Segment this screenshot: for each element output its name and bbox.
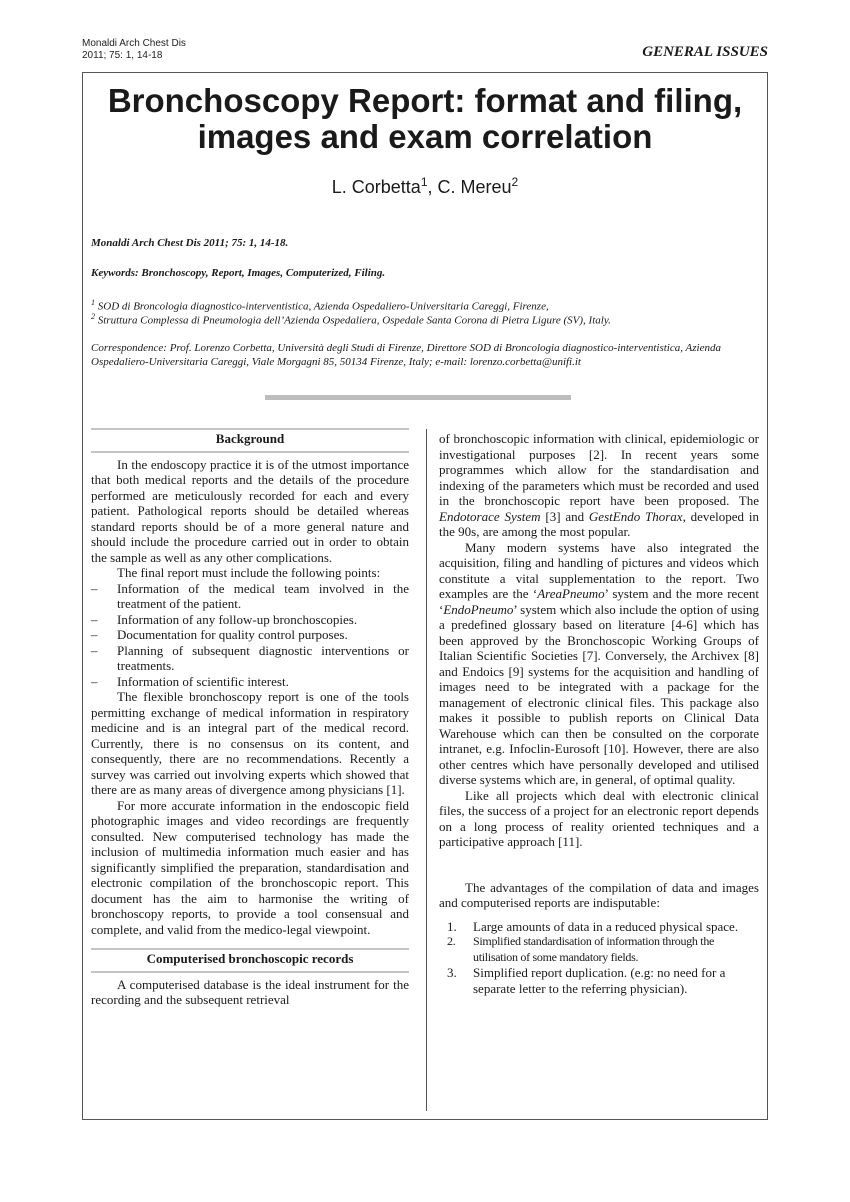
title-line-1: Bronchoscopy Report: format and filing,: [107, 82, 743, 119]
section-heading-background: Background: [91, 431, 409, 447]
system-name: AreaPneumo: [537, 586, 605, 601]
text-run: ’ system which also include the option of using a predefined glossary based on literature [4-6] which has been approved by the Bronchoscopic Working Groups of Italian Scientific Societies [7]. Conversely, the Archivex [8] and Endoics [9] systems for the acquisition and handling of images need to be integrated with a package for the management of electronic clinical files. This package also makes it possible to publish reports on Clinical Data Warehouse which can then be consulted on the corporate intranet, e.g. Infoclin-Eurosoft [10]. However, there are also other centres which have personally developed and utilised diverse systems which are, in general, of optimal quality.: [439, 601, 759, 787]
correspondence: Correspondence: Prof. Lorenzo Corbetta, Università degli Studi di Firenze, Direttore SOD di Broncologia diagnostico-interventistica, Azienda Ospedaliero-Universitaria Careggi, Viale Morgagni 85, 50134 Firenze, Italy; e-mail: lorenzo.corbetta@unifi.it: [91, 342, 721, 368]
column-divider: [426, 429, 427, 1111]
journal-citation-header: [82, 38, 186, 62]
text-run: ’ system and the more recent ‘: [439, 586, 759, 617]
list-item: – Information of the medical team involved in the treatment of the patient.: [91, 581, 409, 612]
paragraph: For more accurate information in the endoscopic field photographic images and video recordings are frequently consulted. New computerised technology has made the inclusion of multimedia information much easier and has significantly simplified the preparation, standardisation and electronic compilation of the bronchoscopic report. This document has the aim to harmonise the writing of bronchoscopy reports, to provide a tool consensual and complete, and valid from the medico-legal viewpoint.: [91, 797, 409, 937]
paragraph: The final report must include the following points:: [117, 565, 381, 580]
paragraph: [439, 431, 759, 540]
system-name: GestEndo Thorax: [588, 508, 683, 524]
list-text: Simplified report duplication. (e.g: no need for a separate letter to the referring physician).: [473, 965, 726, 996]
list-text: Large amounts of data in a reduced physical space.: [473, 918, 739, 934]
list-item: [439, 965, 759, 996]
affiliation-2: [91, 310, 761, 328]
left-column: [91, 431, 409, 1008]
section-label: GENERAL ISSUES: [642, 44, 768, 60]
keywords-line: Keywords: Bronchoscopy, Report, Images, Computerized, Filing.: [91, 267, 386, 279]
affiliation-2-number: 2: [91, 312, 95, 321]
affiliation-2-text: Struttura Complessa di Pneumologia dell’Azienda Ospedaliera, Ospedale Santa Corona di Pietra Ligure (SV), Italy.: [97, 314, 611, 327]
title-line-2: images and exam correlation: [197, 118, 653, 155]
affiliation-1-number: 1: [91, 298, 95, 307]
list-item: – Documentation for quality control purposes.: [91, 627, 409, 643]
author-2-affiliation: 2: [511, 175, 519, 189]
list-item: [439, 934, 759, 965]
text-run: Many modern systems have also integrated the acquisition, filing and handling of pictures and videos which constitute a vital supplementation to the report. Two examples are the ‘: [439, 539, 759, 601]
affiliation-1-text: SOD di Broncologia diagnostico-interventistica, Azienda Ospedaliero-Universitaria Careggi, Firenze,: [97, 300, 549, 313]
text-run: of bronchoscopic information with clinical, epidemiologic or investigational purposes [2]. In recent years some programmes which allow for the standardisation and indexing of the parameters which must be recorded and used in the bronchoscopic report have been proposed. The: [439, 431, 759, 508]
text-run: , developed in the 90s, are among the most popular.: [439, 508, 759, 539]
author-list: L. Corbetta$^1$, C. Mereu$^2$: [331, 175, 519, 197]
paragraph: The advantages of the compilation of data and images and computerised reports are indisputable:: [439, 879, 759, 910]
list-item: [439, 919, 759, 935]
system-name: Endotorace System: [439, 508, 541, 524]
list-number: 3.: [447, 965, 457, 980]
list-number: 1.: [447, 918, 457, 934]
paragraph: [439, 540, 759, 788]
journal-volume: 2011; 75: 1, 14-18: [82, 50, 163, 61]
dash-list: [91, 581, 409, 690]
article-title: [83, 83, 767, 155]
right-column: [439, 431, 759, 996]
list-text: Simplified standardisation of information through the utilisation of some mandatory fields.: [473, 934, 715, 964]
author-1: L. Corbetta: [331, 177, 421, 197]
system-name: EndoPneumo: [443, 601, 514, 617]
separator-bar: [265, 395, 571, 400]
paragraph: A computerised database is the ideal instrument for the recording and the subsequent retrieval: [91, 976, 409, 1007]
spacer: [439, 850, 759, 880]
journal-name: Monaldi Arch Chest Dis: [82, 38, 186, 49]
paragraph: The flexible bronchoscopy report is one of the tools permitting exchange of medical information in respiratory medicine and is an integral part of the medical record. Currently, there is no consensus on its content, and consequently, there are no recommendations. Recently a survey was carried out involving experts which showed that there are as many areas of divergence among physicians [1].: [91, 689, 409, 797]
text-run: [3] and: [540, 508, 589, 524]
citation-line: Monaldi Arch Chest Dis 2011; 75: 1, 14-18.: [91, 237, 289, 249]
list-item: – Information of scientific interest.: [91, 674, 409, 690]
list-item: – Information of any follow-up bronchoscopies.: [91, 612, 409, 628]
author-2: C. Mereu: [437, 177, 512, 197]
numbered-list: [439, 919, 759, 997]
section-heading-computerised-records: Computerised bronchoscopic records: [91, 951, 409, 967]
article-frame: [82, 72, 768, 1120]
paragraph: In the endoscopy practice it is of the utmost importance that both medical reports and the details of the procedure performed are meticulously recorded for each and every patient. Pathological reports should be detailed whereas standard reports should be of a more general nature and should include the procedure carried out in order to obtain the sample as well as any other complications.: [91, 456, 409, 565]
paragraph: Like all projects which deal with electronic clinical files, the success of a project for an electronic report depends on a long process of reality oriented techniques and a participative approach [11].: [439, 787, 759, 849]
list-item: – Planning of subsequent diagnostic interventions or treatments.: [91, 643, 409, 674]
author-1-affiliation: 1: [420, 175, 428, 189]
list-number: 2.: [447, 934, 456, 948]
